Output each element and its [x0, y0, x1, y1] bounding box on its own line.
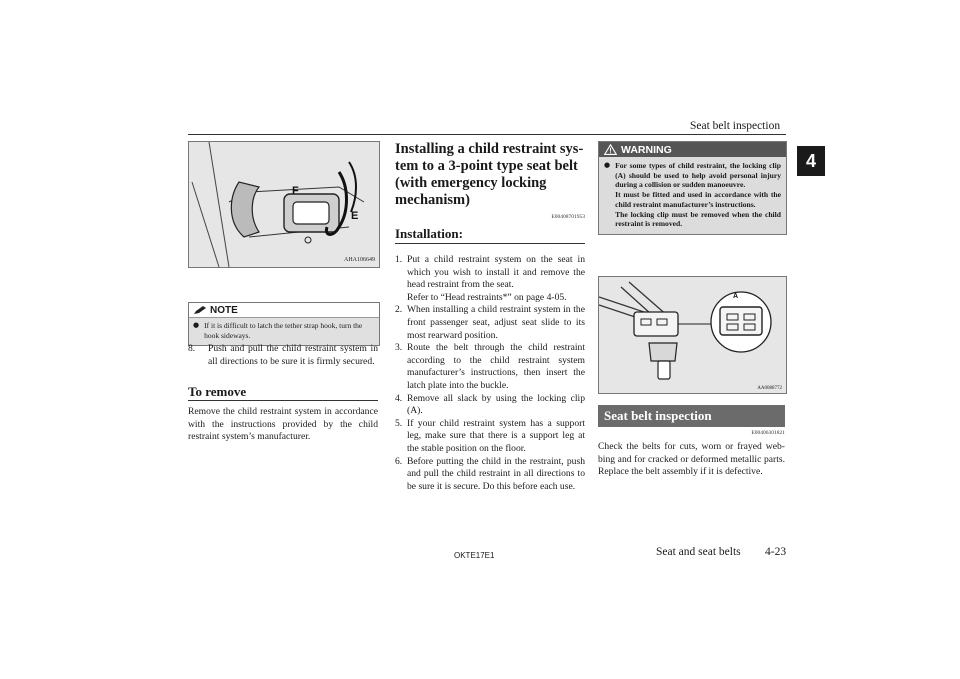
step-text: When installing a child restraint system in the front passenger seat, adjust seat slide to its most rearward position.: [407, 304, 585, 341]
step-number: 1.: [395, 254, 403, 265]
section-code: E00408701953: [551, 214, 585, 220]
inspection-text: Check the belts for cuts, worn or frayed webbing and for cracked or deformed metallic parts. Replace the belt assembly if it is defective.: [598, 441, 785, 478]
installation-heading: Installation:: [395, 226, 463, 241]
warning-header: [599, 142, 786, 157]
step-number: 3.: [395, 342, 403, 354]
step-number: 6.: [395, 455, 403, 467]
install-step-2: [395, 304, 585, 342]
warning-heading: WARNING: [621, 143, 672, 156]
step-8: [188, 343, 378, 368]
chapter-tab: 4: [797, 146, 825, 176]
page-number: 4-23: [765, 546, 787, 558]
warning-text: [615, 161, 781, 229]
header-divider: [188, 134, 786, 135]
document-code: OKTE17E1: [454, 551, 495, 560]
install-step-5: [395, 418, 585, 456]
step-reference: Refer to “Head restraints*” on page 4-05.: [407, 291, 567, 303]
step-text: Put a child restraint system on the seat in which you wish to install it and remove the head restraint from the seat.: [407, 254, 585, 291]
inspection-code: E00406301821: [751, 430, 785, 436]
figure-label-f: F: [292, 185, 299, 197]
locking-clip-illustration: [599, 277, 786, 393]
step-text: Route the belt through the child restraint according to the child restraint system manufacturer’s instructions, then insert the latch plate into the buckle.: [407, 342, 585, 391]
note-header: [189, 303, 379, 318]
install-step-4: [395, 393, 585, 418]
note-text: If it is difficult to latch the tether strap hook, turn the hook sideways.: [204, 321, 363, 340]
install-step-6: [395, 456, 585, 494]
note-body: [189, 318, 379, 345]
installation-rule: [395, 243, 585, 244]
step-number: 5.: [395, 417, 403, 429]
to-remove-text: Remove the child restraint system in accordance with the instructions provided by the child restraint system’s manufacturer.: [188, 406, 378, 443]
note-box: [188, 302, 380, 346]
warning-body: [599, 157, 786, 234]
step-number: 8.: [188, 343, 196, 354]
to-remove-heading: To remove: [188, 384, 247, 399]
seat-belt-inspection-banner: Seat belt inspection: [598, 405, 785, 427]
to-remove-rule: [188, 400, 378, 401]
step-text: Push and pull the child restraint system in all directions to be sure it is firmly secured.: [208, 343, 378, 367]
warning-line: For some types of child restraint, the locking clip (A) should be used to help avoid personal injury during a collision or sudden manoeuvre.: [615, 161, 781, 190]
note-heading: NOTE: [210, 304, 238, 316]
installation-steps: [395, 254, 585, 493]
step-number: 2.: [395, 304, 403, 316]
figure-label-a: A: [733, 293, 739, 300]
tether-hook-illustration: [189, 142, 379, 267]
running-header: Seat belt inspection: [690, 120, 781, 132]
step-number: 4.: [395, 392, 403, 404]
warning-line: The locking clip must be removed when the child restraint is removed.: [615, 209, 781, 229]
section-name: Seat and seat belts: [656, 546, 741, 558]
install-step-3: [395, 342, 585, 392]
tether-hook-figure: [188, 141, 380, 268]
figure-label-e: E: [351, 210, 359, 222]
warning-line: It must be fitted and used in accordance with the child restraint manufacturer’s instructions.: [615, 190, 781, 209]
step-text: Before putting the child in the restraint, push and pull the child restraint in all directions to be sure it is secure. Do this before each use.: [407, 455, 585, 492]
warning-triangle-icon: [604, 144, 617, 155]
locking-clip-figure: [598, 276, 787, 394]
bullet-icon: ●: [193, 321, 200, 329]
step-text: If your child restraint system has a support leg, make sure that there is a support leg at the stable position on the floor.: [407, 417, 585, 454]
step-text-wrap: [407, 254, 585, 304]
warning-box: [598, 141, 787, 235]
figure-id: AA0088772: [757, 386, 782, 391]
install-step-1: [395, 254, 585, 304]
child-restraint-heading: Installing a child restraint system to a 3-point type seat belt (with emergency locking mechanism): [395, 141, 584, 208]
step-text: Remove all slack by using the locking clip (A).: [407, 392, 585, 417]
figure-id: AHA106649: [344, 257, 375, 263]
bullet-icon: ●: [604, 161, 611, 169]
pen-icon: [193, 305, 207, 315]
